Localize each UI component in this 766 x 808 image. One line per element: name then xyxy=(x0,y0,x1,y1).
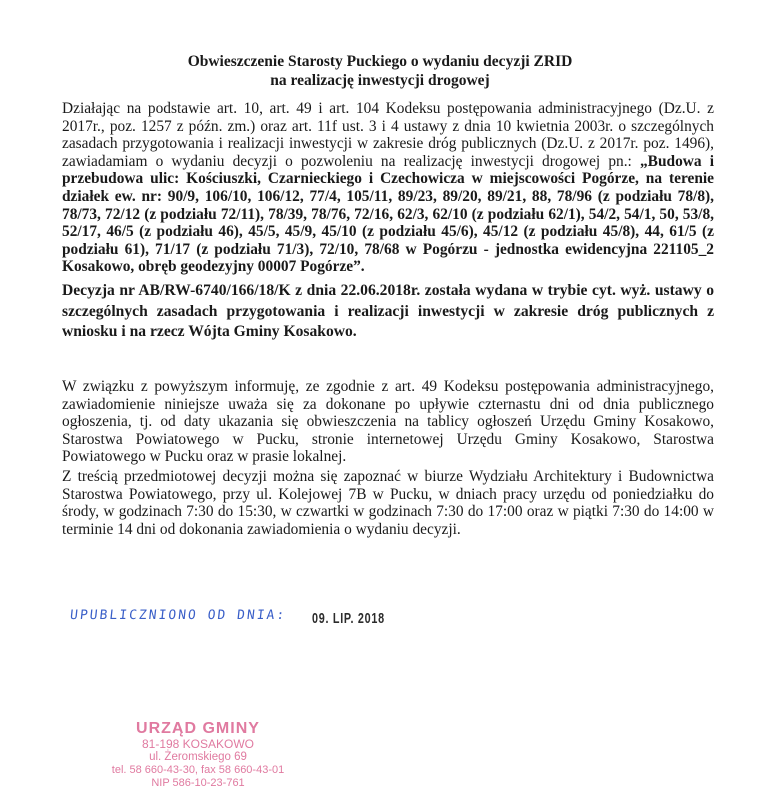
title-line-2: na realizację inwestycji drogowej xyxy=(270,72,490,89)
office-stamp xyxy=(108,720,288,790)
stamp-street: ul. Żeromskiego 69 xyxy=(149,751,247,763)
document-title xyxy=(150,52,610,90)
stamp-nip: NIP 586-10-23-761 xyxy=(151,777,245,789)
publication-date-stamp: 09. LIP. 2018 xyxy=(312,610,385,627)
paragraph-access-info: Z treścią przedmiotowej decyzji można się zapoznać w biurze Wydziału Architektury i Budownictwa Starostwa Powiatowego, przy ul. Kolejowej 7B w Pucku, w dniach pracy urzędu od poniedziałku do środy, w godzinach 7:30 do 15:30, w czwartki w godzinach 7:30 do 17:00 oraz w piątki 7:30 do 14:00 w terminie 14 dni od dokonania zawiadomienia o wydaniu decyzji. xyxy=(62,468,714,538)
paragraph-notification: W związku z powyższym informuję, ze zgodnie z art. 49 Kodeksu postępowania administracyjnego, zawiadomienie niniejsze uważa się za dokonane po upływie czternastu dni od dnia publicznego ogłoszenia, tj. od daty ukazania się obwieszczenia na tablicy ogłoszeń Urzędu Gminy Kosakowo, Starostwa Powiatowego w Pucku, stronie internetowej Urzędu Gminy Kosakowo, Starostwa Powiatowego w Pucku oraz w prasie lokalnej. xyxy=(62,378,714,466)
paragraph-legal-basis xyxy=(62,100,714,276)
project-description: „Budowa i przebudowa ulic: Kościuszki, Czarnieckiego i Czechowicza w miejscowości Pogórze, na terenie działek ew. nr: 90/9, 106/10, 106/12, 77/4, 105/11, 89/23, 89/20, 89/21, 88, 78/96 (z podziału 78/8), 78/73, 72/12 (z podziału 72/11), 78/39, 78/76, 72/16, 62/3, 62/10 (z podziału 62/1), 54/2, 54/1, 50, 53/8, 52/17, 46/5 (z podziału 46), 45/5, 45/9, 45/10 (z podziału 45/6), 45/12 (z podziału 45/8), 44, 61/5 (z podziału 61), 71/17 (z podziału 71/3), 72/10, 78/68 w Pogórzu - jednostka ewidencyjna 221105_2 Kosakowo, obręb geodezyjny 00007 Pogórze”. xyxy=(62,152,714,276)
stamp-postal: 81-198 KOSAKOWO xyxy=(141,737,255,751)
stamp-office-name: URZĄD GMINY xyxy=(136,720,260,737)
title-line-1: Obwieszczenie Starosty Puckiego o wydaniu decyzji ZRID xyxy=(187,53,573,70)
publication-label: UPUBLICZNIONO OD DNIA: xyxy=(69,608,287,623)
legal-basis-text: Działając na podstawie art. 10, art. 49 i art. 104 Kodeksu postępowania administracyjnego (Dz.U. z 2017r., poz. 1257 z późn. zm.) oraz art. 11f ust. 3 i 4 ustawy z dnia 10 kwietnia 2003r. o szczególnych zasadach przygotowania i realizacji inwestycji w zakresie dróg publicznych (Dz.U. z 2017r. poz. 1496), zawiadamiam o wydaniu decyzji o pozwoleniu na realizację inwestycji drogowej pn.: xyxy=(62,100,714,170)
stamp-phone: tel. 58 660-43-30, fax 58 660-43-01 xyxy=(111,764,285,776)
paragraph-decision: Decyzja nr AB/RW-6740/166/18/K z dnia 22.06.2018r. została wydana w trybie cyt. wyż. ustawy o szczególnych zasadach przygotowania i realizacji inwestycji w zakresie dróg publicznych z wniosku i na rzecz Wójta Gminy Kosakowo. xyxy=(62,282,714,340)
